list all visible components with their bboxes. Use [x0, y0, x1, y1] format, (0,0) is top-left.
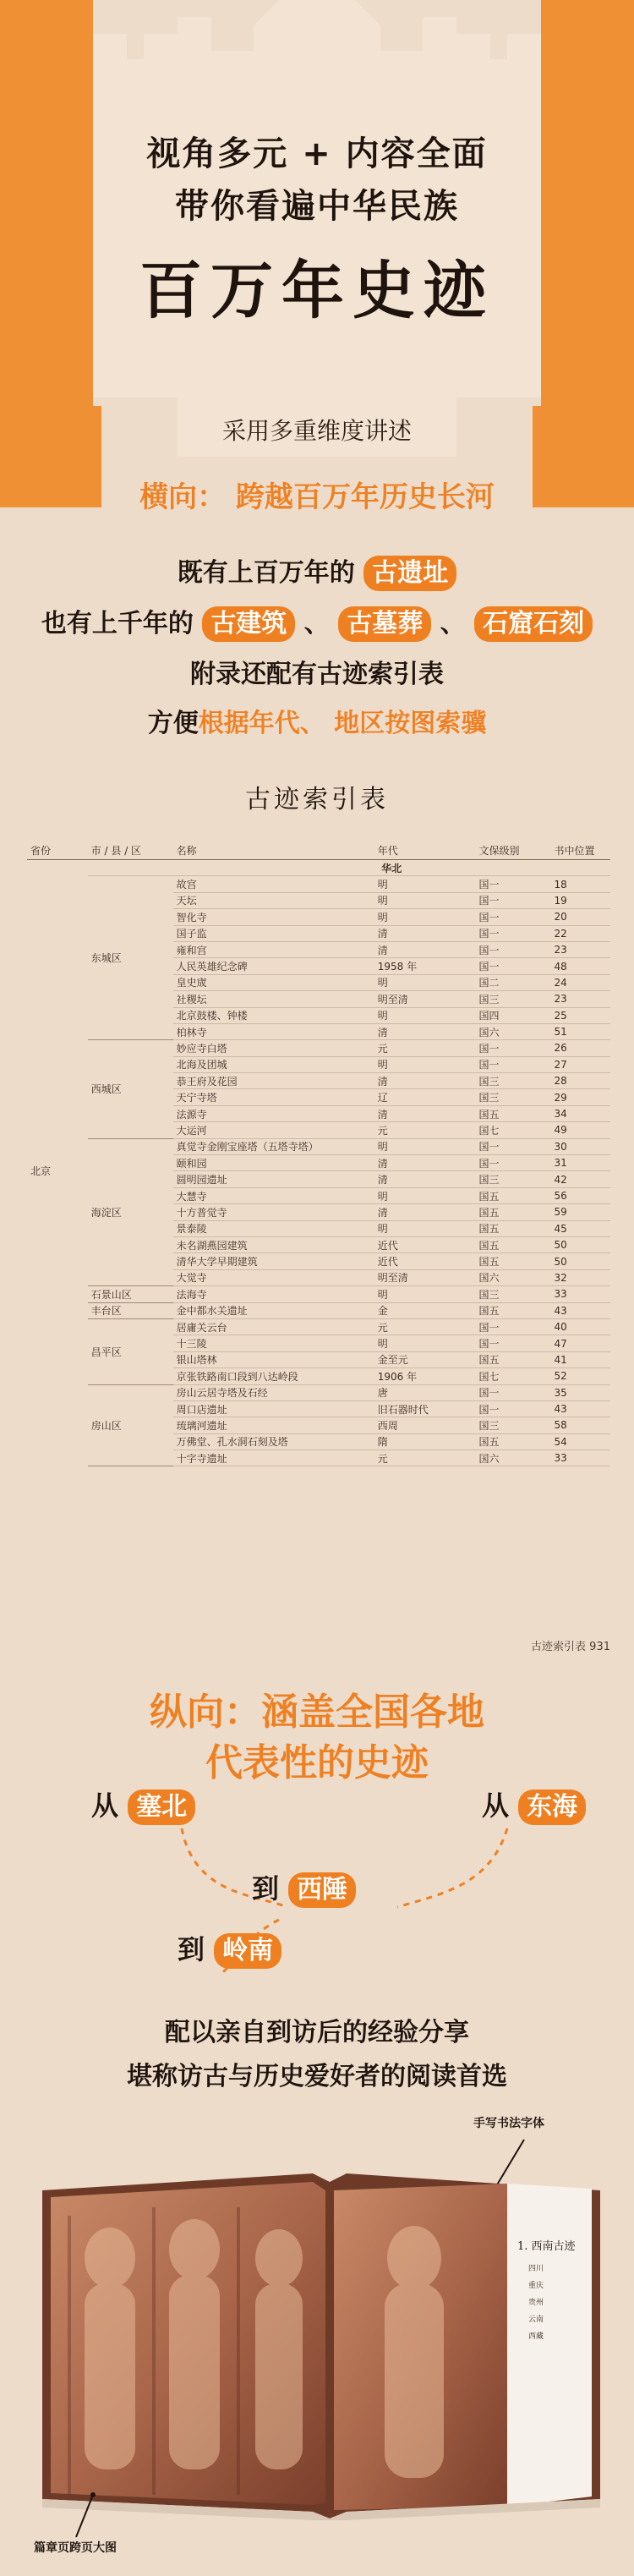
table-cell: 31: [550, 1155, 610, 1171]
intro-line-2: [0, 602, 634, 642]
table-cell: 清: [374, 1204, 476, 1220]
table-cell: 1958 年: [374, 958, 476, 974]
table-cell: 清: [374, 1105, 476, 1121]
book-spread-image: [34, 2165, 609, 2520]
table-cell: 国一: [476, 1138, 551, 1154]
region-cell: 海淀区: [88, 1138, 173, 1286]
pill-ancient-buildings: 古建筑: [202, 606, 295, 642]
table-cell: 国五: [476, 1220, 551, 1236]
region-cell: 石景山区: [88, 1286, 173, 1302]
region-cell: 房山区: [88, 1384, 173, 1466]
table-cell: 明: [374, 909, 476, 925]
table-cell: 元: [374, 1040, 476, 1056]
table-cell: 居庸关云台: [173, 1318, 374, 1335]
index-table-container: [27, 841, 610, 1466]
table-cell: 国一: [476, 892, 551, 908]
table-cell: 国一: [476, 941, 551, 957]
table-cell: 33: [550, 1450, 610, 1466]
table-section-label: 华北: [173, 860, 610, 876]
table-cell: 50: [550, 1236, 610, 1252]
table-cell: 明至清: [374, 991, 476, 1007]
table-cell: 圆明园遗址: [173, 1171, 374, 1187]
table-cell: 明: [374, 974, 476, 990]
table-cell: 国三: [476, 1073, 551, 1089]
table-cell: 国三: [476, 1286, 551, 1302]
table-cell: 京张铁路南口段到八达岭段: [173, 1368, 374, 1384]
table-cell: 故宫: [173, 876, 374, 892]
table-cell: 金至元: [374, 1351, 476, 1367]
table-cell: 近代: [374, 1253, 476, 1269]
table-cell: 唐: [374, 1384, 476, 1400]
table-cell: 十三陵: [173, 1335, 374, 1351]
table-cell: 国一: [476, 1056, 551, 1072]
callout-spread: 篇章页跨页大图: [34, 2541, 117, 2555]
table-cell: 周口店遗址: [173, 1400, 374, 1417]
table-cell: 隋: [374, 1433, 476, 1450]
route-from-east-prefix: 从: [482, 1789, 510, 1822]
table-cell: 旧石器时代: [374, 1400, 476, 1417]
table-cell: 29: [550, 1089, 610, 1105]
table-cell: 国一: [476, 958, 551, 974]
table-cell: 40: [550, 1318, 610, 1335]
vertical-title-line-2: 代表性的史迹: [205, 1741, 429, 1784]
callout-calligraphy: 手写书法字体: [473, 2117, 544, 2130]
table-cell: 56: [550, 1187, 610, 1203]
table-header-cell: 省份: [27, 841, 88, 860]
table-cell: 33: [550, 1286, 610, 1302]
table-header-cell: 市 / 县 / 区: [88, 841, 173, 860]
table-cell: 未名湖燕园建筑: [173, 1236, 374, 1252]
table-cell: 国四: [476, 1007, 551, 1023]
table-cell: 十字寺遗址: [173, 1450, 374, 1466]
table-cell: [88, 860, 173, 876]
table-cell: 国三: [476, 991, 551, 1007]
book-page-item: 四川: [528, 2265, 544, 2273]
table-header-cell: 年代: [374, 841, 476, 860]
table-cell: 32: [550, 1269, 610, 1285]
table-cell: 柏林寺: [173, 1023, 374, 1039]
table-cell: 国五: [476, 1302, 551, 1318]
table-cell: 元: [374, 1450, 476, 1466]
table-cell: 34: [550, 1105, 610, 1121]
table-cell: 国五: [476, 1105, 551, 1121]
table-cell: 法海寺: [173, 1286, 374, 1302]
table-cell: 清: [374, 1023, 476, 1039]
route-to-west: [252, 1867, 356, 1908]
table-cell: 西周: [374, 1417, 476, 1433]
route-to-west-prefix: 到: [252, 1872, 280, 1905]
table-cell: 24: [550, 974, 610, 990]
table-cell: 元: [374, 1318, 476, 1335]
table-header-cell: 名称: [173, 841, 374, 860]
table-cell: 国一: [476, 909, 551, 925]
table-cell: 国五: [476, 1253, 551, 1269]
table-cell: 金: [374, 1302, 476, 1318]
table-body: [27, 860, 610, 1466]
table-cell: 54: [550, 1433, 610, 1450]
table-cell: 明: [374, 1286, 476, 1302]
table-cell: 41: [550, 1351, 610, 1367]
table-cell: 万佛堂、孔水洞石刻及塔: [173, 1433, 374, 1450]
table-cell: 国六: [476, 1023, 551, 1039]
table-cell: 国子监: [173, 925, 374, 941]
book-page-item: 云南: [528, 2316, 544, 2324]
table-row: [27, 876, 610, 892]
intro-line-2-text: 也有上千年的: [41, 609, 194, 639]
table-cell: 大运河: [173, 1122, 374, 1138]
table-row: [27, 1384, 610, 1400]
table-cell: 1906 年: [374, 1368, 476, 1384]
intro-line-4-highlight: 根据年代、 地区按图索骥: [198, 709, 487, 738]
route-from-north-prefix: 从: [91, 1789, 119, 1822]
table-cell: 50: [550, 1253, 610, 1269]
table-section-row: [27, 860, 610, 876]
table-cell: 国五: [476, 1351, 551, 1367]
table-cell: 智化寺: [173, 909, 374, 925]
region-cell: 西城区: [88, 1040, 173, 1138]
table-cell: 26: [550, 1040, 610, 1056]
table-cell: 清: [374, 1155, 476, 1171]
table-cell: 房山云居寺塔及石经: [173, 1384, 374, 1400]
pill-ancient-tombs: 古墓葬: [338, 606, 431, 642]
table-cell: 国一: [476, 876, 551, 892]
table-row: [27, 1138, 610, 1154]
index-table: [27, 841, 610, 1466]
table-cell: 国二: [476, 974, 551, 990]
table-cell: 明: [374, 876, 476, 892]
headline-main: 百万年史迹: [139, 255, 495, 327]
table-cell: 20: [550, 909, 610, 925]
table-cell: 28: [550, 1073, 610, 1089]
table-header-cell: 文保级别: [476, 841, 551, 860]
table-cell: 19: [550, 892, 610, 908]
route-from-north: [91, 1784, 195, 1825]
table-cell: 明: [374, 1187, 476, 1203]
table-cell: 国一: [476, 1040, 551, 1056]
region-cell: 昌平区: [88, 1318, 173, 1384]
book-page-item: 重庆: [528, 2282, 544, 2290]
region-cell: 东城区: [88, 876, 173, 1040]
table-cell: 大觉寺: [173, 1269, 374, 1285]
table-cell: 国三: [476, 1171, 551, 1187]
table-cell: 49: [550, 1122, 610, 1138]
table-cell: 清: [374, 941, 476, 957]
intro-line-4: [0, 702, 634, 739]
region-cell: 丰台区: [88, 1302, 173, 1318]
table-cell: 59: [550, 1204, 610, 1220]
pill-lingnan: 岭南: [214, 1933, 281, 1969]
table-cell: 48: [550, 958, 610, 974]
intro-line-1-text: 既有上百万年的: [177, 558, 355, 588]
table-cell: 恭王府及花园: [173, 1073, 374, 1089]
table-cell: 天宁寺塔: [173, 1089, 374, 1105]
table-cell: 国三: [476, 1089, 551, 1105]
callout-spread-arrow: [0, 2486, 634, 2546]
intro-line-1: [0, 551, 634, 591]
table-cell: 天坛: [173, 892, 374, 908]
table-cell: 清: [374, 1171, 476, 1187]
table-cell: 18: [550, 876, 610, 892]
table-cell: 27: [550, 1056, 610, 1072]
province-cell: 北京: [30, 1165, 52, 1178]
table-row: [27, 1318, 610, 1335]
table-cell: 国五: [476, 1236, 551, 1252]
table-cell: 国七: [476, 1122, 551, 1138]
intro-line-4-text: 方便: [147, 709, 199, 738]
table-cell: 人民英雄纪念碑: [173, 958, 374, 974]
table-cell: 52: [550, 1368, 610, 1384]
route-to-south-prefix: 到: [178, 1933, 205, 1965]
table-cell: 43: [550, 1400, 610, 1417]
table-cell: 国三: [476, 1417, 551, 1433]
table-cell: 真觉寺金刚宝座塔（五塔寺塔）: [173, 1138, 374, 1154]
table-cell: 明: [374, 1007, 476, 1023]
table-cell: 23: [550, 991, 610, 1007]
book-page-title: 1. 西南古迹: [517, 2240, 576, 2253]
headline-line-2: 带你看遍中华民族: [175, 187, 459, 226]
pill-ancient-sites: 古遗址: [363, 556, 456, 591]
table-cell: 国一: [476, 1400, 551, 1417]
tagline: 采用多重维度讲述: [221, 417, 412, 445]
table-cell: 明: [374, 1335, 476, 1351]
table-cell: 明: [374, 892, 476, 908]
table-header-row: [27, 841, 610, 860]
table-row: [27, 1302, 610, 1318]
horizontal-title: 横向： 跨越百万年历史长河: [139, 480, 495, 514]
pill-donghai: 东海: [518, 1789, 586, 1825]
table-cell: 十方普觉寺: [173, 1204, 374, 1220]
table-row: [27, 1286, 610, 1302]
table-cell: 妙应寺白塔: [173, 1040, 374, 1056]
table-cell: 琉璃河遗址: [173, 1417, 374, 1433]
table-header-cell: 书中位置: [550, 841, 610, 860]
pill-grottoes: 石窟石刻: [474, 606, 593, 642]
table-cell: 皇史宬: [173, 974, 374, 990]
table-cell: 明至清: [374, 1269, 476, 1285]
table-cell: 22: [550, 925, 610, 941]
table-cell: 25: [550, 1007, 610, 1023]
table-cell: 23: [550, 941, 610, 957]
table-cell: 元: [374, 1122, 476, 1138]
table-cell: 58: [550, 1417, 610, 1433]
table-cell: 国七: [476, 1368, 551, 1384]
table-cell: 银山塔林: [173, 1351, 374, 1367]
index-title: 古迹索引表: [245, 785, 389, 814]
table-cell: 国一: [476, 1155, 551, 1171]
headline-line-1: 视角多元 + 内容全面: [146, 134, 488, 173]
table-cell: 明: [374, 1138, 476, 1154]
table-cell: 国五: [476, 1187, 551, 1203]
closing-line-1: 配以亲自到访后的经验分享: [165, 2018, 469, 2047]
book-page-item: 西藏: [528, 2332, 544, 2341]
table-cell: 国一: [476, 925, 551, 941]
pill-saibei: 塞北: [128, 1789, 195, 1825]
separator: 、: [440, 609, 466, 639]
table-cell: 金中都水关遗址: [173, 1302, 374, 1318]
table-cell: 45: [550, 1220, 610, 1236]
table-cell: 明: [374, 1220, 476, 1236]
table-cell: 清: [374, 1073, 476, 1089]
table-cell: 辽: [374, 1089, 476, 1105]
vertical-title-line-1: 纵向：涵盖全国各地: [150, 1691, 484, 1734]
table-cell: 国一: [476, 1384, 551, 1400]
book-page-item: 贵州: [528, 2299, 544, 2307]
table-cell: 国六: [476, 1269, 551, 1285]
table-cell: 北海及团城: [173, 1056, 374, 1072]
table-cell: 近代: [374, 1236, 476, 1252]
table-cell: 北京鼓楼、钟楼: [173, 1007, 374, 1023]
table-cell: 景泰陵: [173, 1220, 374, 1236]
table-cell: 42: [550, 1171, 610, 1187]
table-cell: 51: [550, 1023, 610, 1039]
pill-xichui: 西陲: [288, 1872, 356, 1908]
route-from-east: [482, 1784, 586, 1825]
table-cell: 社稷坛: [173, 991, 374, 1007]
table-cell: 国一: [476, 1318, 551, 1335]
table-cell: 国六: [476, 1450, 551, 1466]
page-footer: 古迹索引表 931: [531, 1641, 610, 1653]
closing-line-2: 堪称访古与历史爱好者的阅读首选: [127, 2062, 507, 2091]
table-cell: 清: [374, 925, 476, 941]
table-cell: 雍和宫: [173, 941, 374, 957]
table-cell: 国一: [476, 1335, 551, 1351]
table-cell: 35: [550, 1384, 610, 1400]
table-cell: [27, 860, 88, 876]
intro-line-3: 附录还配有古迹索引表: [190, 660, 444, 689]
table-cell: 43: [550, 1302, 610, 1318]
table-cell: 法源寺: [173, 1105, 374, 1121]
table-row: [27, 1040, 610, 1056]
table-cell: 清华大学早期建筑: [173, 1253, 374, 1269]
table-cell: 47: [550, 1335, 610, 1351]
table-cell: 30: [550, 1138, 610, 1154]
table-cell: 国五: [476, 1433, 551, 1450]
table-cell: 国五: [476, 1204, 551, 1220]
table-cell: 明: [374, 1056, 476, 1072]
separator: 、: [303, 609, 330, 639]
table-cell: 颐和园: [173, 1155, 374, 1171]
route-to-south: [178, 1928, 281, 1969]
table-cell: 大慧寺: [173, 1187, 374, 1203]
